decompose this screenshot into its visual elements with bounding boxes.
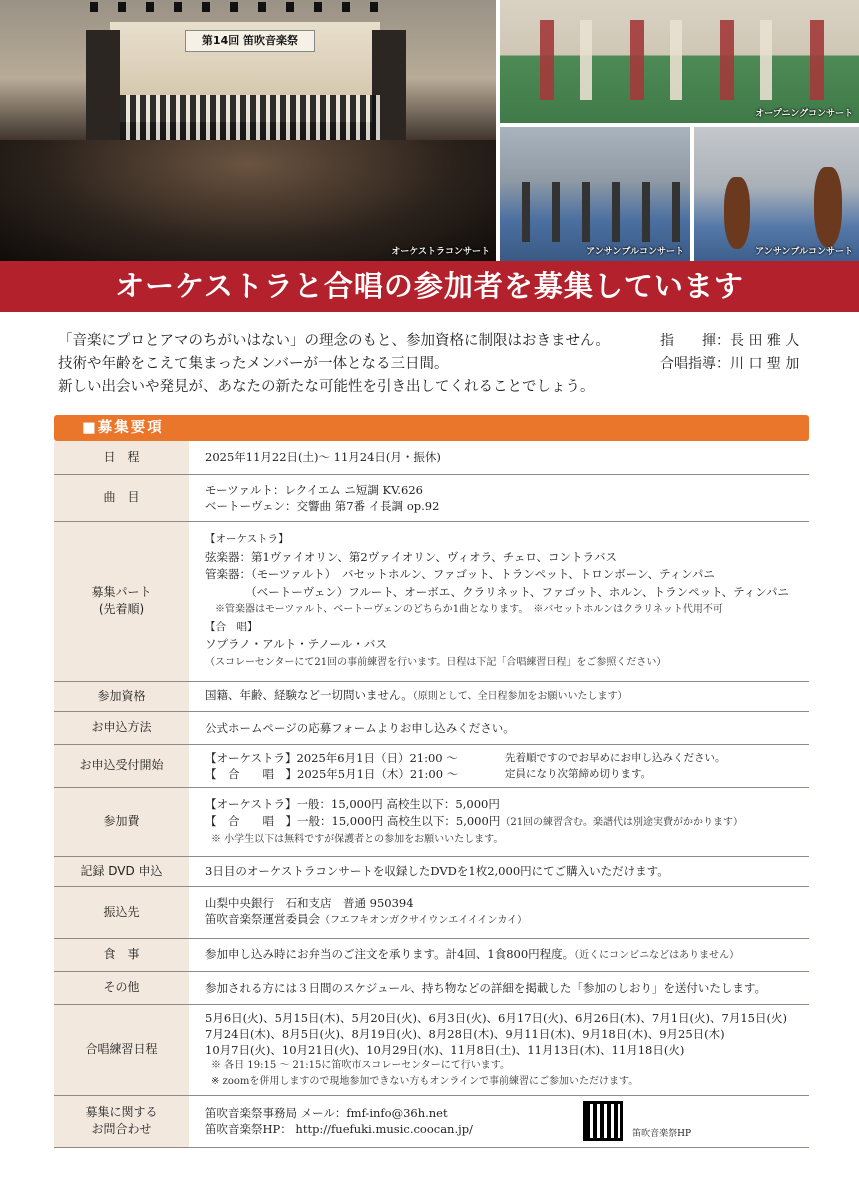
table-row — [54, 744, 809, 787]
winds-mozart-line: 管楽器：（モーツァルト） バセットホルン、ファゴット、トランペット、トロンボーン、ティンパニ — [205, 567, 715, 581]
intro-text — [58, 330, 648, 399]
contact-email[interactable]: 笛吹音楽祭事務局 メール：fmf-info@36h.net — [205, 1106, 448, 1120]
orchestra-fee: 【オーケストラ】一般：15,000円 高校生以下：5,000円 — [205, 796, 500, 811]
account-holder-line — [205, 911, 809, 929]
contact-sublabel: お問合わせ — [91, 1122, 152, 1136]
apply-start-block — [205, 750, 809, 782]
photo-caption: アンサンブルコンサート — [586, 247, 684, 257]
choir-parts: ソプラノ・アルト・テノール・バス — [205, 637, 387, 651]
row-label: 参加資格 — [54, 681, 189, 711]
photo-caption: オーケストラコンサート — [391, 247, 490, 257]
conductor-credit: 指 揮：長 田 雅 人 — [660, 333, 800, 349]
row-label: 参加費 — [54, 787, 189, 856]
contact-homepage[interactable]: 笛吹音楽祭HP： http://fuefuki.music.coocan.jp/ — [205, 1122, 473, 1136]
eligibility-text: 国籍、年齢、経験など一切問いません。 — [205, 688, 413, 702]
row-label: 曲 目 — [54, 474, 189, 521]
parts-label: 募集パート — [91, 585, 152, 599]
schedule-value: 2025年11月22日(土)～ 11月24日(月・振休) — [189, 441, 809, 474]
apply-method-value: 公式ホームページの応募フォームよりお申し込みください。 — [189, 711, 809, 744]
account-holder-kana: （フエフキオンガクサイウンエイイインカイ） — [320, 915, 528, 926]
row-label — [54, 1095, 189, 1147]
practice-value — [189, 1004, 809, 1095]
requirements-table — [54, 441, 809, 1148]
table-row — [54, 938, 809, 971]
headline-banner: オーケストラと合唱の参加者を募集しています — [0, 261, 859, 312]
program-line: ベートーヴェン：交響曲 第7番 イ長調 op.92 — [205, 498, 440, 513]
intro-line: 新しい出会いや発見が、あなたの新たな可能性を引き出してくれることでしょう。 — [58, 379, 595, 395]
row-label: 日 程 — [54, 441, 189, 474]
photo-caption: アンサンブルコンサート — [755, 247, 853, 257]
strings-line: 弦楽器：第1ヴァイオリン、第2ヴァイオリン、ヴィオラ、チェロ、コントラバス — [205, 549, 617, 564]
parts-sublabel: (先着順) — [98, 602, 145, 616]
fee-note: ※ 小学生以下は無料ですが保護者との参加をお願いいたします。 — [211, 833, 504, 845]
parts-value — [189, 521, 809, 681]
opening-concert-photo — [500, 0, 859, 123]
row-label: 振込先 — [54, 886, 189, 938]
orchestra-concert-photo — [0, 0, 496, 261]
table-row — [54, 521, 809, 681]
orchestra-group — [0, 140, 496, 261]
photo-collage — [0, 0, 859, 261]
orchestra-heading: 【オーケストラ】 — [205, 533, 289, 545]
apply-start-notes — [505, 750, 785, 782]
choir-fee: 【 合 唱 】一般：15,000円 高校生以下：5,000円 — [205, 813, 501, 828]
contact-value — [189, 1095, 809, 1147]
orchestra-start: 【オーケストラ】2025年6月1日（日）21:00 ～ — [205, 750, 458, 765]
stage-banner: 第14回 笛吹音楽祭 — [185, 30, 315, 52]
photo-caption: オープニングコンサート — [755, 109, 853, 119]
brass-ensemble — [510, 182, 680, 242]
contact-label: 募集に関する — [85, 1105, 158, 1119]
row-label: 合唱練習日程 — [54, 1004, 189, 1095]
table-row — [54, 474, 809, 521]
practice-dates: 7月24日(木)、8月5日(火)、8月19日(火)、8月28日(木)、9月11日(木)、9月18日(木)、9月25日(木) — [205, 1026, 725, 1041]
practice-note: ※ zoomを併用しますので現地参加できない方もオンラインで事前練習にご参加いただけます。 — [211, 1075, 639, 1087]
apply-start-value — [189, 744, 809, 787]
row-label: お申込受付開始 — [54, 744, 189, 787]
row-label — [54, 521, 189, 681]
koto-players — [520, 20, 840, 100]
apply-note: 定員になり次第締め切ります。 — [505, 767, 652, 780]
apply-note: 先着順ですのでお早めにお申し込みください。 — [505, 751, 726, 764]
winds-beethoven-line: （ベートーヴェン）フルート、オーボエ、クラリネット、ファゴット、ホルン、トランペット、ティンパニ — [205, 584, 789, 599]
dvd-value: 3日目のオーケストラコンサートを収録したDVDを1枚2,000円にてご購入いただけます。 — [189, 856, 809, 886]
practice-dates: 10月7日(火)、10月21日(火)、10月29日(水)、11月8日(土)、11月13日(木)、11月18日(火) — [205, 1042, 685, 1057]
meal-note: （近くにコンビニなどはありません） — [574, 949, 740, 961]
table-row — [54, 886, 809, 938]
table-row — [54, 1095, 809, 1147]
program-value — [189, 474, 809, 521]
table-row — [54, 787, 809, 856]
table-row — [54, 971, 809, 1004]
qr-code-icon[interactable] — [583, 1101, 623, 1141]
stage-lights — [90, 2, 390, 12]
winds-note: ※管楽器はモーツァルト、ベートーヴェンのどちらか1曲となります。 ※バセットホルンはクラリネット代用不可 — [215, 604, 723, 615]
choir-fee-line — [205, 813, 809, 831]
practice-note: ※ 各日 19:15 ～ 21:15に笛吹市スコレーセンターにて行います。 — [211, 1059, 510, 1071]
choir-fee-note: （21回の練習含む。楽譜代は別途実費がかかります） — [500, 816, 744, 828]
table-row — [54, 681, 809, 711]
ensemble-concert-photo — [500, 127, 690, 261]
choir-note: （スコレーセンターにて21回の事前練習を行います。日程は下記「合唱練習日程」をご参照ください） — [205, 656, 667, 668]
choir-start: 【 合 唱 】2025年5月1日（木）21:00 ～ — [205, 766, 459, 781]
row-label: 記録 DVD 申込 — [54, 856, 189, 886]
intro-line: 「音楽にプロとアマのちがいはない」の理念のもと、参加資格に制限はおきません。 — [58, 333, 610, 349]
meal-value — [189, 938, 809, 971]
eligibility-note: （原則として、全日程参加をお願いいたします） — [412, 691, 628, 702]
transfer-value — [189, 886, 809, 938]
fee-value — [189, 787, 809, 856]
bank-account: 山梨中央銀行 石和支店 普通 950394 — [205, 896, 414, 910]
table-row — [54, 1004, 809, 1095]
intro-line: 技術や年齢をこえて集まったメンバーが一体となる三日間。 — [58, 356, 449, 372]
row-label: お申込方法 — [54, 711, 189, 744]
choir-heading: 【合 唱】 — [205, 620, 258, 633]
table-row — [54, 711, 809, 744]
section-title: ■募集要項 — [54, 415, 809, 441]
table-row — [54, 856, 809, 886]
eligibility-value — [189, 681, 809, 711]
row-label: その他 — [54, 971, 189, 1004]
contrabass-right — [814, 167, 842, 247]
program-line: モーツァルト：レクイエム ニ短調 KV.626 — [205, 482, 424, 497]
qr-label: 笛吹音楽祭HP — [632, 1128, 691, 1139]
table-row — [54, 441, 809, 474]
practice-dates: 5月6日(火)、5月15日(木)、5月20日(火)、6月3日(火)、6月17日(火)、6月26日(木)、7月1日(火)、7月15日(火) — [205, 1010, 787, 1025]
other-value: 参加される方には３日間のスケジュール、持ち物などの詳細を掲載した「参加のしおり」を送付いたします。 — [189, 971, 809, 1004]
row-label: 食 事 — [54, 938, 189, 971]
contrabass-left — [724, 177, 750, 249]
meal-text: 参加申し込み時にお弁当のご注文を承ります。計4回、1食800円程度。 — [205, 946, 575, 961]
account-holder: 笛吹音楽祭運営委員会 — [205, 912, 320, 926]
ensemble-concert-photo-2 — [694, 127, 859, 261]
chorus-director-credit: 合唱指導：川 口 聖 加 — [660, 356, 800, 372]
staff-credits — [660, 330, 820, 376]
